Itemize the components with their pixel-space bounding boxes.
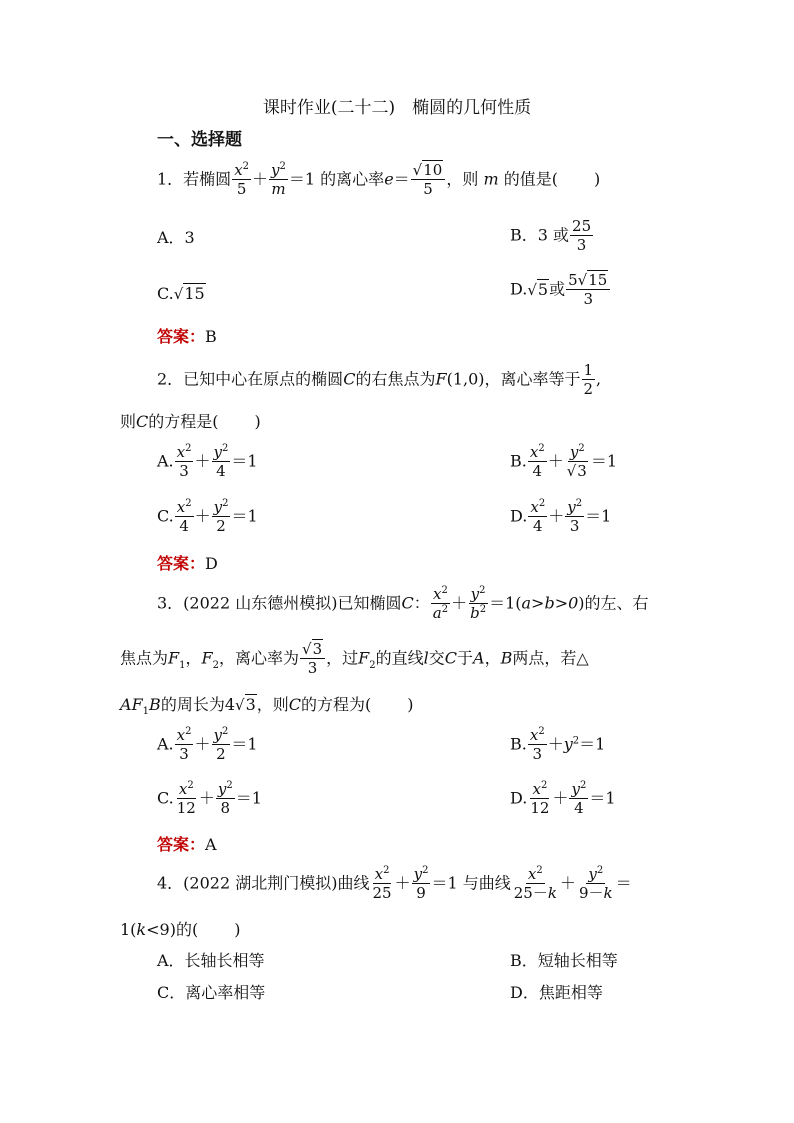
question-3-stem-line2: 焦点为$F_1$，$F_2$，离心率为 $\frac{√3}{3}$ ，过$F_2$的直线l交C于A，B两点，若△	[120, 640, 589, 678]
q1-option-a: A．3	[157, 228, 195, 247]
section-heading: 一、选择题	[157, 130, 242, 150]
q2-option-d: D. $\frac{x^2}{4}$ ＋ $\frac{y^2}{3}$ ＝1	[510, 498, 612, 536]
question-2-stem-line2: 则C的方程是( )	[120, 412, 261, 431]
q1-option-b: B．3 或 $\frac{25}{3}$	[510, 217, 592, 255]
q2-answer: 答案：D	[157, 554, 218, 573]
q3-option-b: B. $\frac{x^2}{3}$ $+y^2=1$	[510, 726, 606, 764]
q1-option-d: D.√5或 $\frac{5√15}{3}$	[510, 272, 611, 308]
q2-option-c: C. $\frac{x^2}{4}$ ＋ $\frac{y^2}{2}$ ＝1	[157, 498, 258, 536]
fraction: $\frac{x^2}{5}$	[234, 161, 250, 199]
q4-option-b: B．短轴长相等	[510, 951, 618, 970]
question-1-stem: 1．若椭圆 $\frac{x^2}{5}$ ＋ $\frac{y^2}{m}$ ＝1 的离心率e＝ $\frac{√10}{5}$ ，则 m 的值是( )	[157, 161, 601, 199]
q4-option-d: D．焦距相等	[510, 983, 603, 1002]
question-3-stem: 3．(2022 山东德州模拟)已知椭圆C： $\frac{x^2}{a^2}$ ＋ $\frac{y^2}{b^2}$ ＝1(a>b>0)的左、右	[157, 585, 649, 623]
q4-option-c: C．离心率相等	[157, 983, 266, 1002]
q3-option-a: A. $\frac{x^2}{3}$ ＋ $\frac{y^2}{2}$ ＝1	[157, 726, 258, 764]
q3-option-c: C. $\frac{x^2}{12}$ ＋ $\frac{y^2}{8}$ ＝1	[157, 780, 262, 818]
q3-option-d: D. $\frac{x^2}{12}$ ＋ $\frac{y^2}{4}$ ＝1	[510, 780, 616, 818]
question-4-stem: 4．(2022 湖北荆门模拟)曲线 $\frac{x^2}{25}$ ＋ $\frac{y^2}{9}$ ＝1 与曲线 $\frac{x^2}{25-k}$ ＋ $\frac{y^2}{9-k}$ ＝	[157, 865, 632, 903]
q2-option-a: A. $\frac{x^2}{3}$ ＋ $\frac{y^2}{4}$ ＝1	[157, 443, 258, 481]
q1-option-c: C.√15	[157, 284, 205, 303]
page-title: 课时作业(二十二) 椭圆的几何性质	[262, 98, 532, 118]
q1-answer: 答案：B	[157, 327, 217, 346]
q3-answer: 答案：A	[157, 835, 217, 854]
question-4-stem-line2: 1(k<9)的( )	[120, 920, 241, 939]
q2-option-b: B. $\frac{x^2}{4}$ ＋ $\frac{y^2}{√3}$ ＝1	[510, 443, 617, 481]
question-2-stem: 2．已知中心在原点的椭圆C的右焦点为F(1,0)，离心率等于 $\frac{1}{2}$ ,	[157, 361, 602, 399]
q4-option-a: A．长轴长相等	[157, 951, 265, 970]
fraction: $\frac{y^2}{m}$	[271, 161, 286, 199]
fraction: $\frac{√10}{5}$	[411, 162, 446, 198]
question-3-stem-line3: $AF_1B$的周长为4√3，则C的方程为( )	[120, 695, 414, 718]
